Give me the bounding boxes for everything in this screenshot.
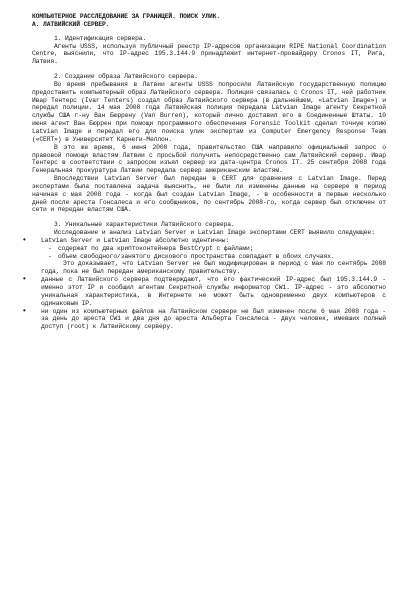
finding-1-conclusion: Это доказывает, что Latvian Server не был модифицирован в период с мая по сентябрь 2008 года, пока не был передан американскому правительству. [41,260,386,276]
section-3-intro: Исследование и анализ Latvian Server и Latvian Image экспертами CERT выявило следующее: [54,229,375,237]
sub-item: - объем свободного/занятого дискового пространства совпадает в обоих случаях. [48,253,386,261]
finding-1-text: Latvian Server и Latvian Image абсолютно идентичны: [41,236,230,244]
list-item [32,276,386,307]
list-item [32,308,386,332]
document-title [32,13,386,29]
section-2-paragraph-1: Во время пребывания в Латвии агенты USSS попросили Латвийскую государственную полицию предоставить компьютерный образ Латвийского сервера. Полиция связалась с Cronos IT, чей работник Ивар Тентерс (Ivar Tenters) создал образ Латвийского сервера (в дальнейшем, «Latvian Image») и передал полиции. 14 мая 2008 года Латвийская полиция передала Latvian Image агенту Секретной службы США г-ну Ван Бюррену (Van Burren), который лично доставил его в Соединенные Штаты. 10 июня агент Ван Бюррен при помощи программного обеспечения Forensic Toolkit сделал точную копию Latvian Image и передал его для поиска улик экспертам из Computer Emergency Response Team («CERT») в Университет Карнеги-Меллон. [32,80,386,143]
sub-item: - содержат по два криптоконтейнера BestCrypt с файлами; [48,245,386,253]
title-line-2: А. ЛАТВИЙСКИЙ СЕРВЕР. [32,20,110,28]
finding-3-text: ни один из компьютерных файлов на Латвийском сервере не был изменен после 6 мая 2008 года - за день до ареста CW1 и два дня до ареста Альберта Гонсалеса - двух человек, имевших полный доступ (root) к Латвийскому серверу. [41,307,386,331]
section-1-text: Агенты USSS, используя публичный реестр IP-адресов организации RIPE National Coordination Centre, выяснили, что IP-адрес 195.3.144.9 принадлежит интернет-провайдеру Cronos IT, Рига, Латвия. [32,42,386,66]
section-1-heading: 1. Идентификация сервера. [54,34,147,42]
section-3-heading: 3. Уникальные характеристики Латвийского сервера. [54,221,235,229]
section-2-paragraph-2: В это же время, 6 июня 2008 года, правительство США направило официальный запрос о правовой помощи властям Латвии с просьбой получить непосредственно сам Латвийский сервер. Ивар Тентерс в соответствии с запросом изъял сервер из дата-центра Cronos IT. 25 сентября 2008 года Генеральная прокуратура Латвии передала сервер американским властям. [32,143,386,175]
finding-1-sublist [41,245,386,261]
section-2-paragraph-3: Впоследствии Latvian Server был передан в CERT для сравнения с Latvian Image. Перед экспертами была поставлена задача выяснить, не были ли изменены данные на сервере в период начиная с мая 2008 года - когда был создан Latvian Image, - в особенности в первые несколько дней после ареста Гонсалеса и его сообщников, по сентябрь 2008-го, когда сервер был отключен от сети и передан властям США. [32,175,386,214]
section-2-heading: 2. Создание образа Латвийского сервера. [54,73,198,81]
title-line-1: КОМПЬЮТЕРНОЕ РАССЛЕДОВАНИЕ ЗА ГРАНИЦЕЙ. ПОИСК УЛИК. [32,13,221,20]
finding-2-text: данные с Латвийского сервера подтверждают, что его фактический IP-адрес был 195.3.144.9 - именно этот IP и сообщил агентам Секретной службы информатор CW1. IP-адрес - это абсолютно уникальная характеристика, в Интернете не может быть одновременно двух компьютеров с одинаковым IP. [41,276,386,307]
findings-list [32,237,386,331]
list-item [32,237,386,276]
